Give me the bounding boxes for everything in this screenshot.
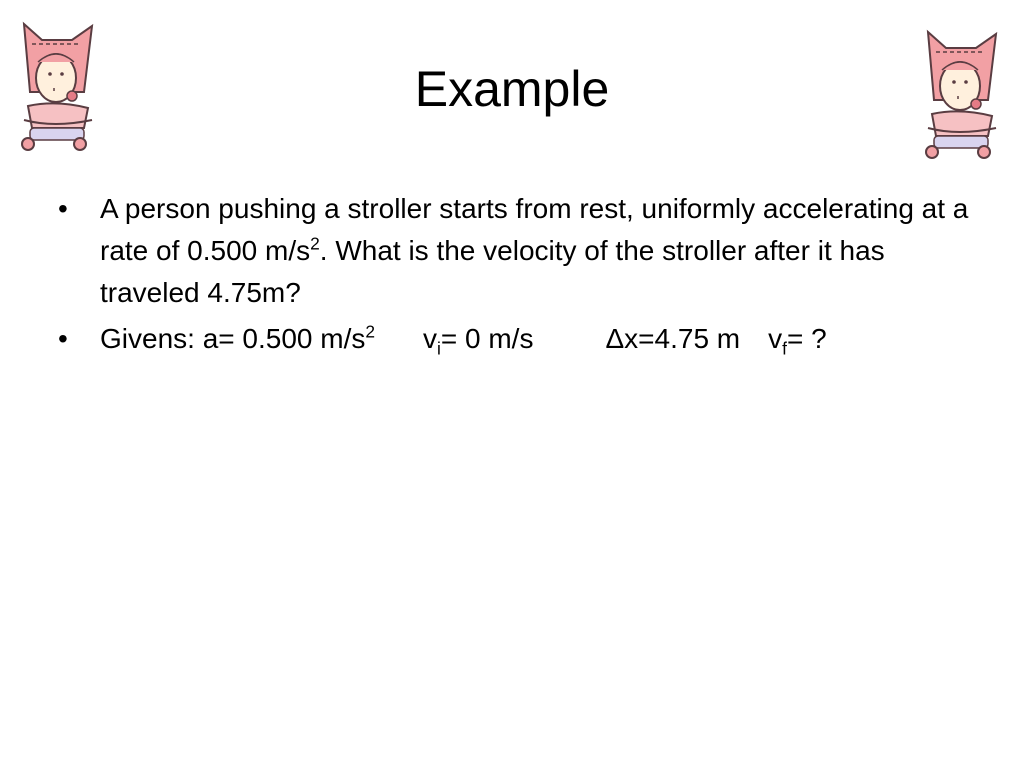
bullet-icon: • bbox=[58, 193, 68, 224]
givens-text bbox=[100, 318, 978, 360]
slide-title: Example bbox=[414, 61, 610, 117]
initial-velocity-subscript: i bbox=[437, 338, 441, 359]
problem-text bbox=[100, 188, 978, 314]
problem-exponent: 2 bbox=[310, 233, 320, 254]
bullet-icon: • bbox=[58, 323, 68, 354]
problem-text-part-2: . What is the velocity of the stroller after it has traveled 4.75m? bbox=[100, 235, 885, 308]
initial-velocity-value: = 0 m/s bbox=[440, 323, 534, 354]
slide-content bbox=[58, 188, 978, 364]
initial-velocity-symbol: v bbox=[423, 323, 438, 354]
bullet-problem bbox=[58, 188, 978, 314]
acceleration-exponent: 2 bbox=[365, 321, 376, 342]
final-velocity-symbol: v bbox=[768, 323, 783, 354]
final-velocity-subscript: f bbox=[782, 338, 787, 359]
displacement-value: Δx=4.75 m bbox=[605, 323, 741, 354]
final-velocity-value: = ? bbox=[786, 323, 827, 354]
givens-acceleration: Givens: a= 0.500 m/s bbox=[100, 323, 366, 354]
problem-text-part-1: A person pushing a stroller starts from rest, uniformly accelerating at a rate of 0.500 m/s bbox=[100, 193, 969, 266]
bullet-givens bbox=[58, 318, 978, 360]
